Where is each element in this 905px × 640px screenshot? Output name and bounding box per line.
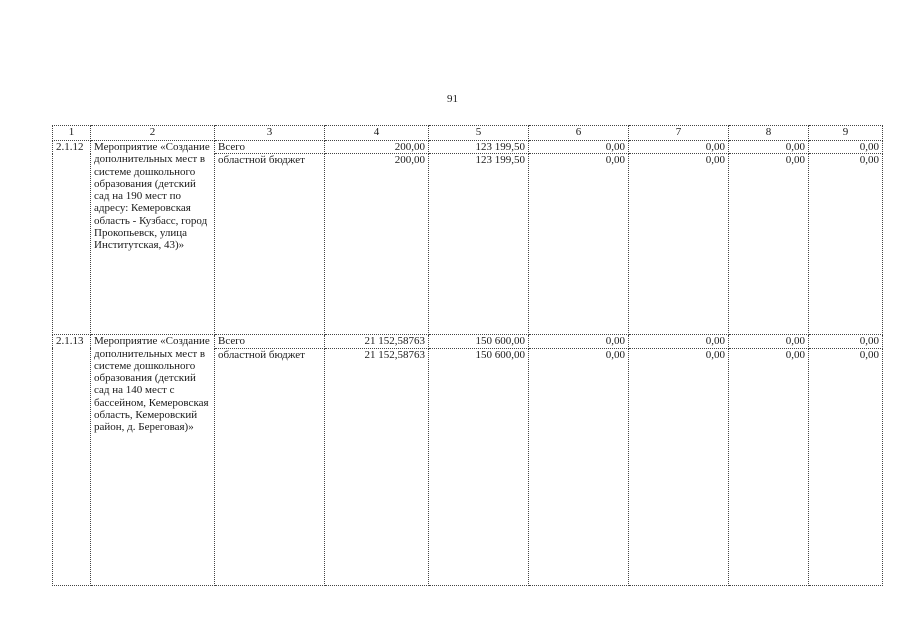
value-cell: 150 600,00 (429, 335, 529, 348)
value-cell: 0,00 (529, 141, 629, 154)
row-description: Мероприятие «Создание дополнительных мест в системе дошкольного образования (детский сад на 140 мест с бассейном, Кемеровская область, Кемеровский район, д. Береговая)» (91, 335, 215, 585)
column-header: 1 (53, 126, 91, 141)
column-header: 7 (629, 126, 729, 141)
column-header: 6 (529, 126, 629, 141)
value-cell: 0,00 (729, 141, 809, 154)
row-description: Мероприятие «Создание дополнительных мест в системе дошкольного образования (детский сад на 190 мест по адресу: Кемеровская область - Кузбасс, город Прокопьевск, улица Институтская, 43)» (91, 141, 215, 335)
source-label: областной бюджет (215, 154, 325, 335)
budget-table (52, 125, 883, 586)
column-header: 8 (729, 126, 809, 141)
table-row (53, 141, 883, 154)
column-header: 2 (91, 126, 215, 141)
source-label: Всего (215, 141, 325, 154)
value-cell: 0,00 (629, 141, 729, 154)
value-cell: 0,00 (729, 335, 809, 348)
value-cell: 0,00 (809, 154, 883, 335)
value-cell: 0,00 (529, 335, 629, 348)
value-cell: 0,00 (529, 348, 629, 585)
value-cell: 0,00 (629, 154, 729, 335)
value-cell: 0,00 (809, 335, 883, 348)
row-index: 2.1.12 (53, 141, 91, 335)
header-row (53, 126, 883, 141)
value-cell: 200,00 (325, 141, 429, 154)
value-cell: 123 199,50 (429, 141, 529, 154)
source-label: областной бюджет (215, 348, 325, 585)
source-label: Всего (215, 335, 325, 348)
value-cell: 0,00 (729, 154, 809, 335)
value-cell: 0,00 (809, 348, 883, 585)
table-row (53, 335, 883, 348)
value-cell: 21 152,58763 (325, 335, 429, 348)
value-cell: 0,00 (809, 141, 883, 154)
value-cell: 0,00 (629, 348, 729, 585)
value-cell: 123 199,50 (429, 154, 529, 335)
column-header: 5 (429, 126, 529, 141)
page-number: 91 (447, 93, 458, 105)
row-index: 2.1.13 (53, 335, 91, 585)
value-cell: 0,00 (529, 154, 629, 335)
value-cell: 150 600,00 (429, 348, 529, 585)
value-cell: 0,00 (729, 348, 809, 585)
value-cell: 0,00 (629, 335, 729, 348)
column-header: 3 (215, 126, 325, 141)
value-cell: 200,00 (325, 154, 429, 335)
value-cell: 21 152,58763 (325, 348, 429, 585)
column-header: 9 (809, 126, 883, 141)
column-header: 4 (325, 126, 429, 141)
